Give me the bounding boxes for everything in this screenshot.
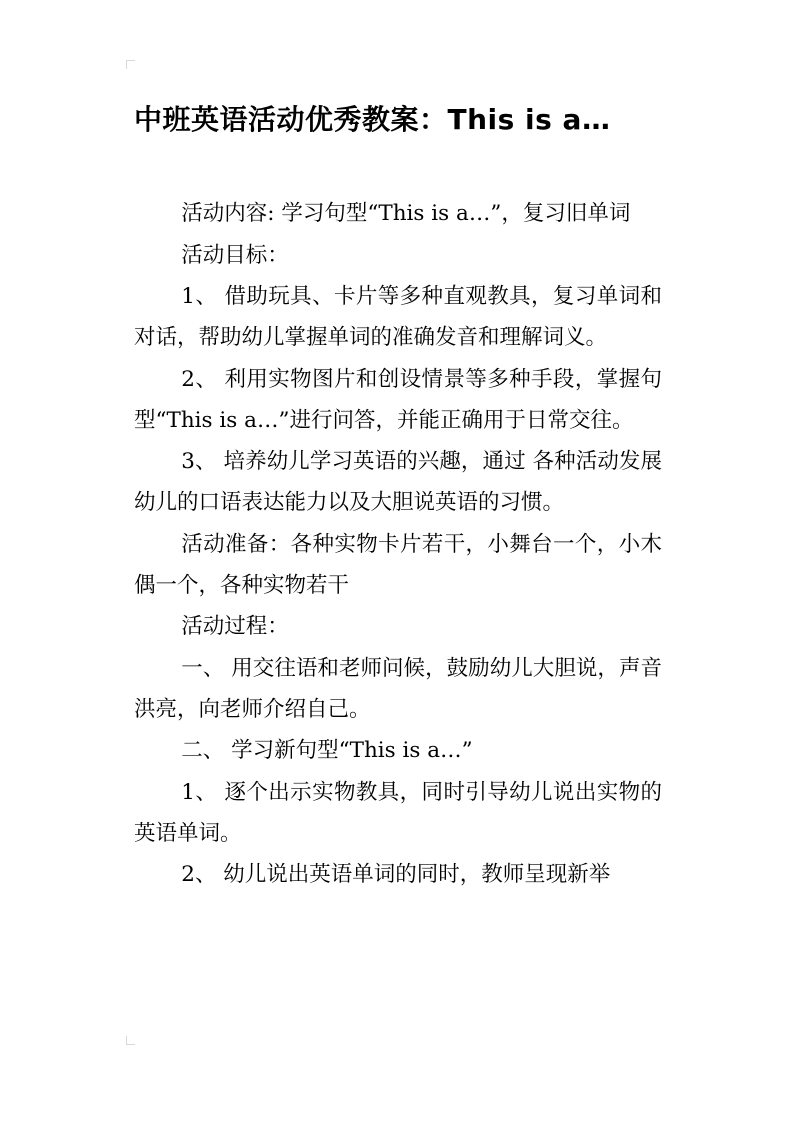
paragraph-substep-2: 2、 幼儿说出英语单词的同时，教师呈现新举 — [181, 862, 611, 887]
paragraph-goal-1: 1、 借助玩具、卡片等多种直观教具，复习单词和对话，帮助幼儿掌握单词的准确发音和理解词义。 — [134, 284, 662, 350]
paragraph-goal-2: 2、 利用实物图片和创设情景等多种手段，掌握句型“This is a…”进行问答，并能正确用于日常交往。 — [134, 366, 662, 433]
document-title: 中班英语活动优秀教案：This is a… — [134, 103, 611, 136]
corner-crop-mark — [126, 1036, 135, 1045]
paragraph-activity-content: 活动内容: 学习句型“This is a…”，复习旧单词 — [181, 201, 631, 226]
paragraph-step-two: 二、 学习新句型“This is a…” — [181, 738, 473, 763]
document-body — [134, 193, 662, 896]
corner-crop-mark — [126, 60, 135, 69]
paragraph-activity-goals-heading: 活动目标： — [181, 242, 289, 268]
paragraph-goal-3: 3、 培养幼儿学习英语的兴趣，通过 各种活动发展幼儿的口语表达能力以及大胆说英语的习惯。 — [134, 449, 662, 515]
paragraph-step-one: 一、 用交往语和老师问候，鼓励幼儿大胆说，声音洪亮，向老师介绍自己。 — [134, 655, 662, 722]
paragraph-activity-preparation: 活动准备：各种实物卡片若干，小舞台一个，小木偶一个，各种实物若干 — [134, 531, 662, 598]
paragraph-substep-1: 1、 逐个出示实物教具，同时引导幼儿说出实物的英语单词。 — [134, 779, 662, 846]
paragraph-activity-process-heading: 活动过程： — [181, 614, 289, 639]
